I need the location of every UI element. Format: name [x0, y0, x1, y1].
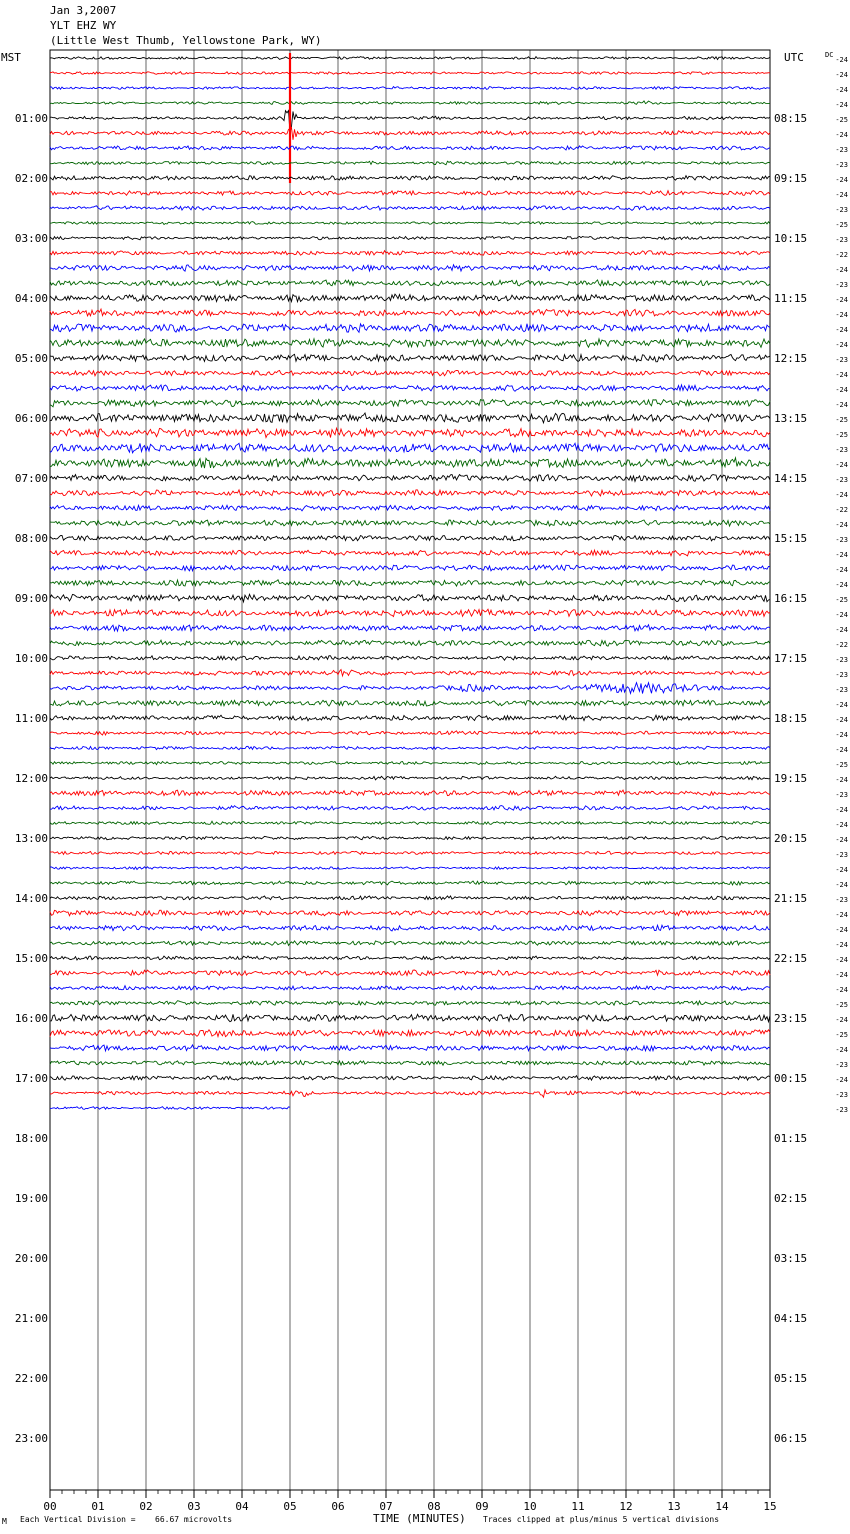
trace-line: [50, 520, 770, 526]
right-time-label: 11:15: [774, 292, 808, 305]
trace-line: [50, 609, 770, 616]
dc-offset-label: -23: [835, 161, 848, 169]
dc-offset-label: -25: [835, 416, 848, 424]
dc-offset-label: -24: [835, 566, 848, 574]
dc-offset-label: -23: [835, 206, 848, 214]
left-time-label: 15:00: [14, 952, 48, 965]
trace-line: [50, 87, 770, 90]
trace-line: [50, 128, 770, 140]
dc-offset-label: -24: [835, 986, 848, 994]
dc-offset-label: -23: [835, 851, 848, 859]
trace-line: [50, 776, 770, 780]
trace-line: [50, 161, 770, 165]
dc-offset-label: -24: [835, 866, 848, 874]
right-time-label: 21:15: [774, 892, 808, 905]
dc-offset-label: -23: [835, 686, 848, 694]
trace-line: [50, 324, 770, 333]
trace-line: [50, 867, 770, 870]
trace-line: [50, 309, 770, 316]
dc-offset-label: -23: [835, 281, 848, 289]
x-tick-label: 14: [715, 1500, 729, 1513]
left-time-label: 23:00: [14, 1432, 48, 1445]
footer-division: Each Vertical Division =: [20, 1515, 136, 1524]
trace-line: [50, 731, 770, 735]
trace-line: [50, 222, 770, 225]
dc-offset-label: -24: [835, 401, 848, 409]
left-time-label: 11:00: [14, 712, 48, 725]
trace-line: [50, 683, 770, 694]
dc-offset-label: -23: [835, 896, 848, 904]
left-time-label: 04:00: [14, 292, 48, 305]
right-time-label: 08:15: [774, 112, 808, 125]
dc-offset-label: -24: [835, 731, 848, 739]
left-time-label: 10:00: [14, 652, 48, 665]
x-tick-label: 11: [571, 1500, 585, 1513]
trace-line: [50, 111, 770, 133]
dc-offset-label: -24: [835, 461, 848, 469]
trace-line: [50, 790, 770, 796]
dc-offset-label: -23: [835, 1061, 848, 1069]
trace-line: [50, 370, 770, 376]
trace-line: [50, 925, 770, 931]
trace-line: [50, 1030, 770, 1037]
dc-offset-label: -25: [835, 596, 848, 604]
x-tick-label: 07: [379, 1500, 393, 1513]
right-time-label: 00:15: [774, 1072, 808, 1085]
trace-line: [50, 881, 770, 885]
dc-offset-label: -22: [835, 506, 848, 514]
dc-offset-label: -23: [835, 356, 848, 364]
trace-line: [50, 101, 770, 105]
dc-offset-label: -24: [835, 941, 848, 949]
dc-offset-label: -24: [835, 911, 848, 919]
trace-line: [50, 851, 770, 854]
dc-offset-label: -24: [835, 746, 848, 754]
dc-offset-label: -23: [835, 671, 848, 679]
left-time-label: 20:00: [14, 1252, 48, 1265]
right-time-label: 18:15: [774, 712, 808, 725]
dc-offset-label: -23: [835, 791, 848, 799]
left-time-label: 02:00: [14, 172, 48, 185]
trace-line: [50, 400, 770, 407]
trace-line: [50, 1090, 770, 1097]
left-timezone-label: MST: [1, 51, 21, 64]
dc-offset-label: -23: [835, 1091, 848, 1099]
dc-offset-label: -22: [835, 251, 848, 259]
dc-offset-label: -23: [835, 146, 848, 154]
trace-line: [50, 280, 770, 286]
left-time-label: 12:00: [14, 772, 48, 785]
left-time-label: 03:00: [14, 232, 48, 245]
x-tick-label: 10: [523, 1500, 537, 1513]
x-tick-label: 15: [763, 1500, 777, 1513]
left-time-label: 09:00: [14, 592, 48, 605]
x-tick-label: 01: [91, 1500, 105, 1513]
trace-line: [50, 956, 770, 960]
trace-line: [50, 746, 770, 749]
trace-line: [50, 294, 770, 302]
left-time-label: 21:00: [14, 1312, 48, 1325]
header-location: (Little West Thumb, Yellowstone Park, WY): [50, 34, 322, 47]
x-tick-label: 03: [187, 1500, 201, 1513]
trace-line: [50, 670, 770, 676]
left-time-label: 17:00: [14, 1072, 48, 1085]
left-time-label: 19:00: [14, 1192, 48, 1205]
trace-line: [50, 836, 770, 839]
x-tick-label: 02: [139, 1500, 153, 1513]
trace-line: [50, 941, 770, 946]
trace-line: [50, 580, 770, 586]
trace-line: [50, 413, 770, 423]
dc-offset-label: -24: [835, 191, 848, 199]
left-time-label: 13:00: [14, 832, 48, 845]
trace-line: [50, 475, 770, 482]
right-time-label: 16:15: [774, 592, 808, 605]
trace-line: [50, 443, 770, 453]
right-time-label: 09:15: [774, 172, 808, 185]
header-date: Jan 3,2007: [50, 4, 117, 17]
trace-line: [50, 536, 770, 541]
dc-offset-label: -24: [835, 176, 848, 184]
trace-line: [50, 428, 770, 437]
dc-offset-label: -23: [835, 656, 848, 664]
dc-offset-label: -23: [835, 446, 848, 454]
left-time-label: 08:00: [14, 532, 48, 545]
trace-line: [50, 970, 770, 976]
right-time-label: 05:15: [774, 1372, 808, 1385]
dc-offset-label: -24: [835, 926, 848, 934]
dc-offset-label: -24: [835, 971, 848, 979]
footer-clipped: Traces clipped at plus/minus 5 vertical divisions: [483, 1515, 720, 1524]
dc-offset-label: -24: [835, 776, 848, 784]
trace-line: [50, 986, 770, 991]
dc-offset-label: -24: [835, 806, 848, 814]
trace-line: [50, 1061, 770, 1066]
dc-header-label: DC: [825, 51, 834, 59]
dc-offset-label: -24: [835, 716, 848, 724]
trace-line: [50, 339, 770, 347]
right-time-label: 01:15: [774, 1132, 808, 1145]
dc-offset-label: -24: [835, 551, 848, 559]
plot-frame: [50, 50, 770, 1490]
x-axis-title: TIME (MINUTES): [373, 1512, 466, 1525]
dc-offset-label: -24: [835, 296, 848, 304]
right-time-label: 06:15: [774, 1432, 808, 1445]
trace-line: [50, 1001, 770, 1006]
trace-line: [50, 1076, 770, 1081]
trace-line: [50, 594, 770, 602]
right-timezone-label: UTC: [784, 51, 804, 64]
left-time-label: 06:00: [14, 412, 48, 425]
right-time-label: 23:15: [774, 1012, 808, 1025]
trace-line: [50, 896, 770, 900]
trace-line: [50, 1107, 290, 1110]
dc-offset-label: -24: [835, 131, 848, 139]
trace-line: [50, 72, 770, 75]
dc-offset-label: -25: [835, 431, 848, 439]
dc-offset-label: -24: [835, 626, 848, 634]
left-time-label: 22:00: [14, 1372, 48, 1385]
dc-offset-label: -24: [835, 881, 848, 889]
trace-line: [50, 1014, 770, 1021]
dc-offset-label: -22: [835, 641, 848, 649]
trace-line: [50, 191, 770, 196]
trace-line: [50, 354, 770, 362]
x-tick-label: 09: [475, 1500, 489, 1513]
left-time-label: 18:00: [14, 1132, 48, 1145]
left-time-label: 14:00: [14, 892, 48, 905]
right-time-label: 03:15: [774, 1252, 808, 1265]
header-station: YLT EHZ WY: [50, 19, 117, 32]
trace-line: [50, 910, 770, 916]
right-time-label: 15:15: [774, 532, 808, 545]
right-time-label: 20:15: [774, 832, 808, 845]
left-time-label: 05:00: [14, 352, 48, 365]
dc-offset-label: -25: [835, 1001, 848, 1009]
x-tick-label: 04: [235, 1500, 249, 1513]
right-time-label: 10:15: [774, 232, 808, 245]
right-time-label: 12:15: [774, 352, 808, 365]
trace-line: [50, 821, 770, 824]
dc-offset-label: -24: [835, 86, 848, 94]
dc-offset-label: -24: [835, 611, 848, 619]
dc-offset-label: -23: [835, 476, 848, 484]
dc-offset-label: -24: [835, 491, 848, 499]
dc-offset-label: -23: [835, 1106, 848, 1114]
dc-offset-label: -24: [835, 71, 848, 79]
x-tick-label: 06: [331, 1500, 345, 1513]
dc-offset-label: -24: [835, 821, 848, 829]
footer-microvolts: 66.67 microvolts: [155, 1515, 233, 1524]
trace-line: [50, 625, 770, 631]
dc-offset-label: -25: [835, 761, 848, 769]
trace-line: [50, 385, 770, 391]
x-tick-label: 00: [43, 1500, 57, 1513]
right-time-label: 19:15: [774, 772, 808, 785]
trace-line: [50, 761, 770, 764]
dc-offset-label: -24: [835, 341, 848, 349]
dc-offset-label: -24: [835, 56, 848, 64]
trace-line: [50, 206, 770, 211]
dc-offset-label: -24: [835, 386, 848, 394]
left-time-label: 01:00: [14, 112, 48, 125]
right-time-label: 04:15: [774, 1312, 808, 1325]
dc-offset-label: -24: [835, 521, 848, 529]
left-time-label: 07:00: [14, 472, 48, 485]
dc-offset-label: -24: [835, 581, 848, 589]
trace-line: [50, 490, 770, 496]
footer-mark: M: [2, 1517, 7, 1526]
dc-offset-label: -24: [835, 311, 848, 319]
trace-line: [50, 565, 770, 571]
trace-line: [50, 806, 770, 811]
trace-line: [50, 251, 770, 255]
trace-line: [50, 640, 770, 646]
right-time-label: 14:15: [774, 472, 808, 485]
x-tick-label: 13: [667, 1500, 681, 1513]
trace-line: [50, 550, 770, 556]
trace-line: [50, 1045, 770, 1051]
right-time-label: 13:15: [774, 412, 808, 425]
right-time-label: 02:15: [774, 1192, 808, 1205]
dc-offset-label: -24: [835, 701, 848, 709]
dc-offset-label: -25: [835, 221, 848, 229]
x-tick-label: 12: [619, 1500, 633, 1513]
dc-offset-label: -25: [835, 1031, 848, 1039]
dc-offset-label: -24: [835, 836, 848, 844]
x-tick-label: 08: [427, 1500, 441, 1513]
trace-line: [50, 700, 770, 706]
dc-offset-label: -25: [835, 116, 848, 124]
right-time-label: 22:15: [774, 952, 808, 965]
dc-offset-label: -24: [835, 266, 848, 274]
trace-line: [50, 505, 770, 511]
dc-offset-label: -24: [835, 101, 848, 109]
trace-line: [50, 715, 770, 721]
dc-offset-label: -24: [835, 1046, 848, 1054]
trace-line: [50, 656, 770, 661]
trace-line: [50, 57, 770, 60]
dc-offset-label: -24: [835, 326, 848, 334]
trace-line: [50, 146, 770, 150]
dc-offset-label: -23: [835, 536, 848, 544]
x-tick-label: 05: [283, 1500, 297, 1513]
trace-line: [50, 265, 770, 271]
dc-offset-label: -23: [835, 236, 848, 244]
dc-offset-label: -24: [835, 956, 848, 964]
trace-line: [50, 458, 770, 468]
trace-line: [50, 236, 770, 239]
left-time-label: 16:00: [14, 1012, 48, 1025]
dc-offset-label: -24: [835, 371, 848, 379]
right-time-label: 17:15: [774, 652, 808, 665]
dc-offset-label: -24: [835, 1076, 848, 1084]
dc-offset-label: -24: [835, 1016, 848, 1024]
trace-line: [50, 176, 770, 180]
